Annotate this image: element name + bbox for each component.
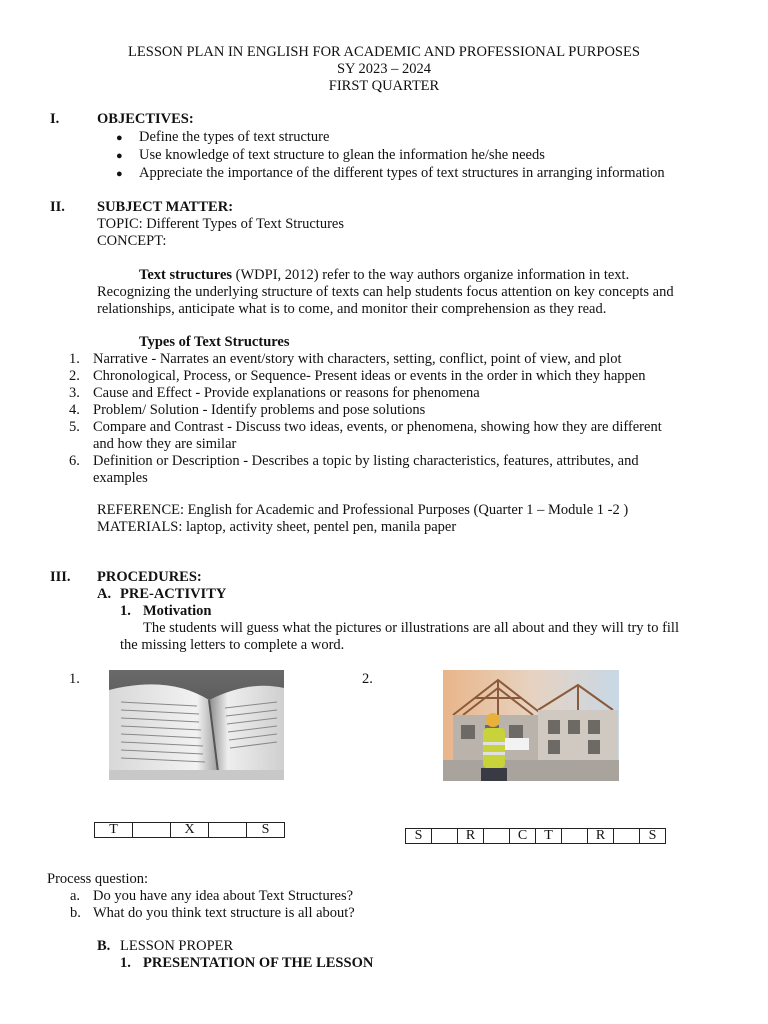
letter-box[interactable] xyxy=(562,829,588,844)
list-item-continued: examples xyxy=(93,470,148,486)
letter-box[interactable]: R xyxy=(458,829,484,844)
title-line-1: LESSON PLAN IN ENGLISH FOR ACADEMIC AND PROFESSIONAL PURPOSES xyxy=(128,44,640,60)
objectives-numeral: I. xyxy=(50,111,60,127)
letter-box[interactable]: S xyxy=(640,829,666,844)
letter-box[interactable] xyxy=(209,823,247,838)
definition-line-2: Recognizing the underlying structure of texts can help students focus attention on key concepts and xyxy=(97,284,674,300)
topic: TOPIC: Different Types of Text Structures xyxy=(97,216,344,232)
construction-site-photo xyxy=(443,670,619,781)
letter-box[interactable]: T xyxy=(536,829,562,844)
letter-box[interactable]: C xyxy=(510,829,536,844)
list-number: 5. xyxy=(69,419,80,435)
lesson-proper-letter: B. xyxy=(97,938,111,954)
quarter: FIRST QUARTER xyxy=(328,78,440,94)
picture-number-1: 1. xyxy=(69,671,80,687)
process-question-label: Process question: xyxy=(47,871,149,887)
presentation-heading: PRESENTATION OF THE LESSON xyxy=(143,955,374,971)
list-item: Cause and Effect - Provide explanations or reasons for phenomena xyxy=(93,385,480,401)
open-book-photo xyxy=(109,670,284,780)
question-letter: b. xyxy=(70,905,81,921)
procedures-numeral: III. xyxy=(50,569,71,585)
list-number: 4. xyxy=(69,402,80,418)
objective-item: Use knowledge of text structure to glean the information he/she needs xyxy=(139,147,545,163)
definition-line-3: relationships, anticipate what is to come, and monitor their comprehension as they read. xyxy=(97,301,607,317)
objective-item: Define the types of text structure xyxy=(139,129,330,145)
presentation-number: 1. xyxy=(120,955,131,971)
motivation-text-1: The students will guess what the pictures or illustrations are all about and they will try to fill xyxy=(143,620,679,636)
definition-term: Text structures xyxy=(139,267,233,283)
pre-activity-letter: A. xyxy=(97,586,112,602)
subject-heading: SUBJECT MATTER: xyxy=(97,199,234,215)
objectives-heading: OBJECTIVES: xyxy=(97,111,194,127)
letter-box[interactable]: T xyxy=(95,823,133,838)
pre-activity-heading: PRE-ACTIVITY xyxy=(120,586,227,602)
question-text: Do you have any idea about Text Structures? xyxy=(93,888,354,904)
letter-box[interactable] xyxy=(484,829,510,844)
concept-label: CONCEPT: xyxy=(97,233,167,249)
motivation-number: 1. xyxy=(120,603,131,619)
bullet-icon: ● xyxy=(116,132,123,144)
procedures-heading: PROCEDURES: xyxy=(97,569,202,585)
motivation-text-2: the missing letters to complete a word. xyxy=(120,637,345,653)
list-item: Chronological, Process, or Sequence- Present ideas or events in the order in which they happen xyxy=(93,368,646,384)
letter-box[interactable]: R xyxy=(588,829,614,844)
subject-numeral: II. xyxy=(50,199,65,215)
question-letter: a. xyxy=(70,888,81,904)
list-number: 6. xyxy=(69,453,80,469)
list-item: Compare and Contrast - Discuss two ideas, events, or phenomena, showing how they are different xyxy=(93,419,662,435)
definition-line-1 xyxy=(139,267,629,284)
school-year: SY 2023 – 2024 xyxy=(336,61,432,77)
bullet-icon: ● xyxy=(116,150,123,162)
motivation-heading: Motivation xyxy=(143,603,212,619)
list-item: Definition or Description - Describes a topic by listing characteristics, features, attributes, and xyxy=(93,453,639,469)
bullet-icon: ● xyxy=(116,168,123,180)
word-boxes-1 xyxy=(94,822,285,838)
letter-box[interactable] xyxy=(133,823,171,838)
letter-box[interactable] xyxy=(614,829,640,844)
materials: MATERIALS: laptop, activity sheet, pentel pen, manila paper xyxy=(97,519,457,535)
letter-box[interactable] xyxy=(432,829,458,844)
lesson-proper-heading: LESSON PROPER xyxy=(120,938,234,954)
definition-text: (WDPI, 2012) refer to the way authors organize information in text. xyxy=(232,267,630,283)
list-number: 2. xyxy=(69,368,80,384)
list-item: Narrative - Narrates an event/story with characters, setting, conflict, point of view, and plot xyxy=(93,351,622,367)
question-text: What do you think text structure is all about? xyxy=(93,905,355,921)
types-heading: Types of Text Structures xyxy=(139,334,290,350)
reference: REFERENCE: English for Academic and Professional Purposes (Quarter 1 – Module 1 -2 ) xyxy=(97,502,629,518)
letter-box[interactable]: X xyxy=(171,823,209,838)
picture-number-2: 2. xyxy=(362,671,373,687)
list-number: 3. xyxy=(69,385,80,401)
objective-item: Appreciate the importance of the different types of text structures in arranging information xyxy=(139,165,665,181)
word-boxes-2 xyxy=(405,828,666,844)
list-item-continued: and how they are similar xyxy=(93,436,237,452)
letter-box[interactable]: S xyxy=(247,823,285,838)
list-number: 1. xyxy=(69,351,80,367)
list-item: Problem/ Solution - Identify problems and pose solutions xyxy=(93,402,426,418)
letter-box[interactable]: S xyxy=(406,829,432,844)
